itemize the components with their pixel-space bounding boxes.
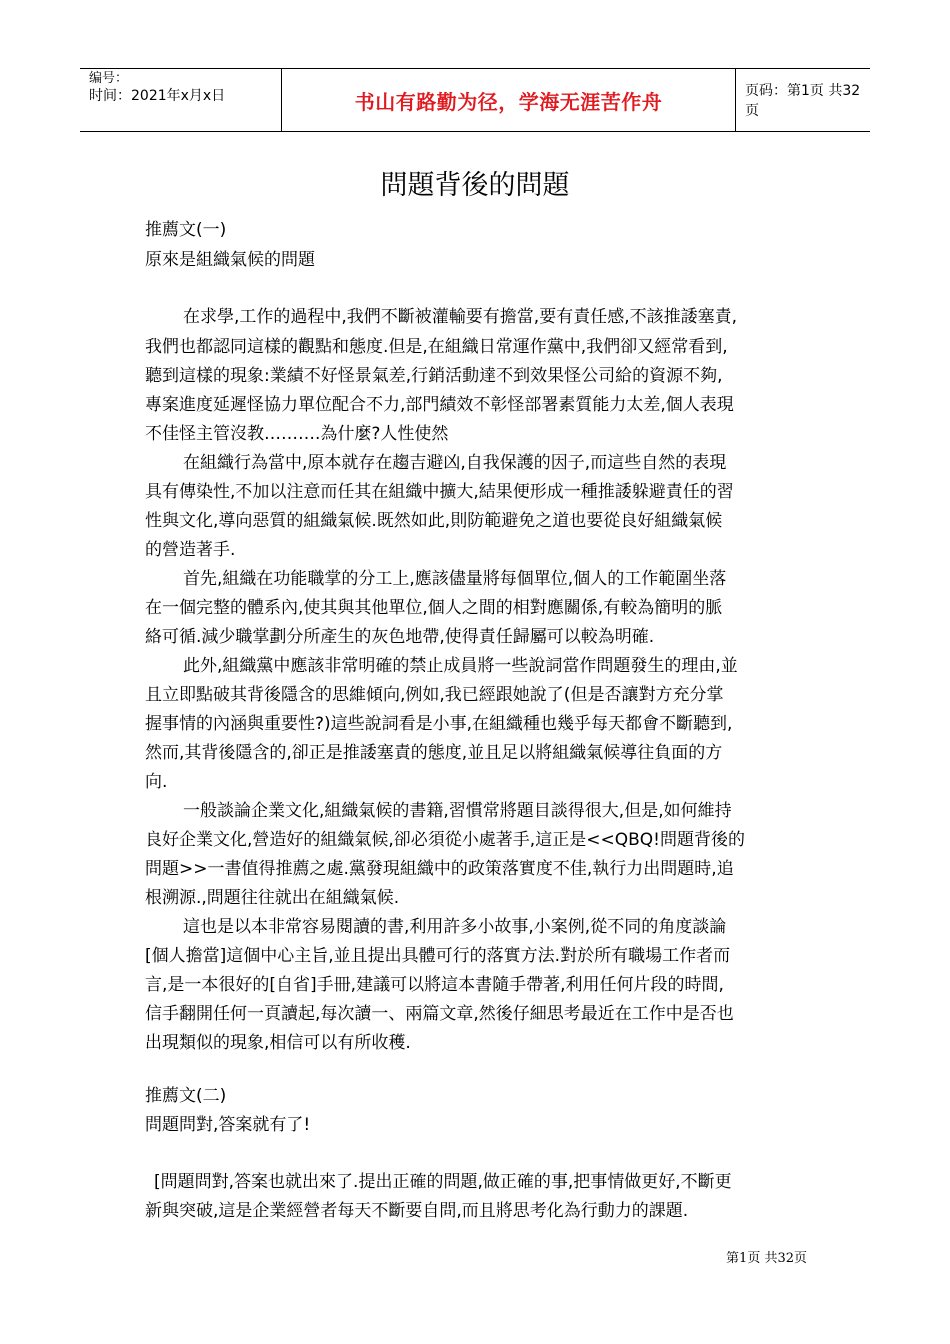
page-label: 页码：第1页 共32页 <box>745 83 861 119</box>
text-line: 良好企業文化,營造好的組織氣候,卻必須從小處著手,這正是<<QBQ!問題背後的 <box>145 830 745 850</box>
page-footer: 第1页 共32页 <box>726 1251 807 1266</box>
time-label: 时间：2021年x月x日 <box>89 88 226 104</box>
section-subtitle-2: 問題問對,答案就有了! <box>145 1115 311 1135</box>
header-meta <box>80 69 281 131</box>
header-motto-cell <box>281 69 736 131</box>
section-heading-1: 推薦文(一) <box>145 220 227 240</box>
text-line: 我們也都認同這樣的觀點和態度.但是,在組織日常運作黨中,我們卻又經常看到, <box>145 337 728 357</box>
text-line: 根溯源.,問題往往就出在組織氣候. <box>145 888 400 908</box>
text-line: 問題>>一書值得推薦之處.黨發現組織中的政策落實度不佳,執行力出問題時,追 <box>145 859 734 879</box>
text-line: 聽到這樣的現象:業績不好怪景氣差,行銷活動達不到效果怪公司給的資源不夠, <box>145 366 723 386</box>
text-line: 不佳怪主管沒教……….為什麼?人性使然 <box>145 424 449 444</box>
text-line: 在組織行為當中,原本就存在趨吉避凶,自我保護的因子,而這些自然的表現 <box>183 453 727 473</box>
number-label: 编号： <box>89 71 129 86</box>
text-line: 首先,組織在功能職掌的分工上,應該儘量將每個單位,個人的工作範圍坐落 <box>183 569 727 589</box>
text-line: 在求學,工作的過程中,我們不斷被灌輸要有擔當,要有責任感,不該推諉塞責, <box>183 307 738 327</box>
text-line: [個人擔當]這個中心主旨,並且提出具體可行的落實方法.對於所有職場工作者而 <box>145 946 731 966</box>
text-line: 絡可循.減少職掌劃分所產生的灰色地帶,使得責任歸屬可以較為明確. <box>145 627 655 647</box>
motto: 书山有路勤为径，学海无涯苦作舟 <box>354 89 663 114</box>
header-pager-cell <box>735 69 870 131</box>
section-subtitle-1: 原來是組織氣候的問題 <box>145 250 315 270</box>
text-line: 出現類似的現象,相信可以有所收穫. <box>145 1033 411 1053</box>
section-heading-2: 推薦文(二) <box>145 1086 227 1106</box>
page-header <box>80 68 870 132</box>
text-line: 一般談論企業文化,組織氣候的書籍,習慣常將題目談得很大,但是,如何維持 <box>183 801 732 821</box>
text-line: 具有傳染性,不加以注意而任其在組織中擴大,結果便形成一種推諉躲避責任的習 <box>145 482 734 502</box>
text-line: 握事情的內涵與重要性?)這些說詞看是小事,在組織種也幾乎每天都會不斷聽到, <box>145 714 733 734</box>
text-line: [問題問對,答案也就出來了.提出正確的問題,做正確的事,把事情做更好,不斷更 <box>154 1172 732 1192</box>
text-line: 的營造著手. <box>145 540 236 560</box>
text-line: 新與突破,這是企業經營者每天不斷要自問,而且將思考化為行動力的課題. <box>145 1201 689 1221</box>
text-line: 在一個完整的體系內,使其與其他單位,個人之間的相對應關係,有較為簡明的脈 <box>145 598 723 618</box>
document-title: 問題背後的問題 <box>380 170 570 201</box>
text-line: 信手翻開任何一頁讀起,每次讀一、兩篇文章,然後仔細思考最近在工作中是否也 <box>145 1004 734 1024</box>
text-line: 性與文化,導向惡質的組織氣候.既然如此,則防範避免之道也要從良好組織氣候 <box>145 511 723 531</box>
text-line: 此外,組織黨中應該非常明確的禁止成員將一些說詞當作問題發生的理由,並 <box>183 656 738 676</box>
text-line: 然而,其背後隱含的,卻正是推諉塞責的態度,並且足以將組織氣候導往負面的方 <box>145 743 723 763</box>
text-line: 專案進度延遲怪協力單位配合不力,部門績效不彰怪部署素質能力太差,個人表現 <box>145 395 734 415</box>
text-line: 言,是一本很好的[自省]手冊,建議可以將這本書隨手帶著,利用任何片段的時間, <box>145 975 724 995</box>
text-line: 且立即點破其背後隱含的思維傾向,例如,我已經跟她說了(但是否讓對方充分掌 <box>145 685 724 705</box>
text-line: 向. <box>145 772 168 792</box>
text-line: 這也是以本非常容易閱讀的書,利用許多小故事,小案例,從不同的角度談論 <box>183 917 727 937</box>
